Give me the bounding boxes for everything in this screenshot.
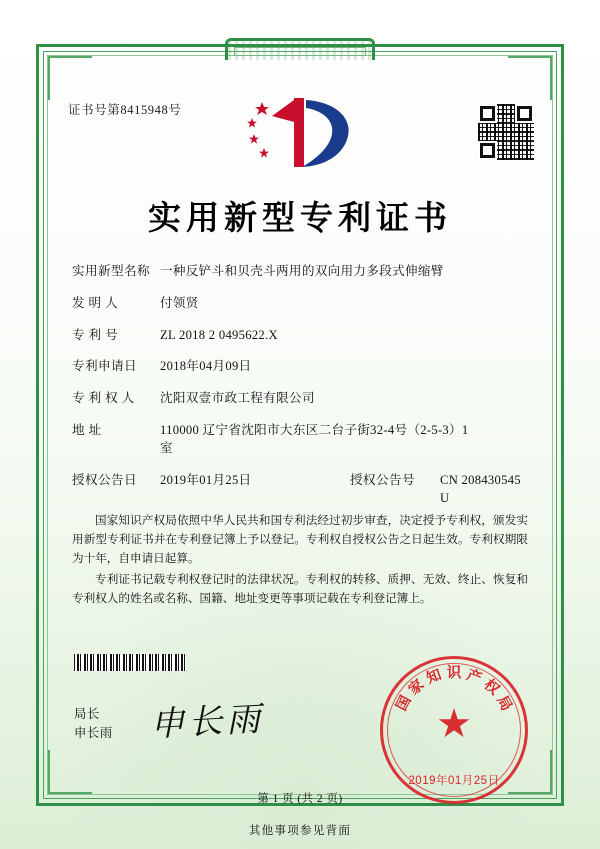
- seal-date: 2019年01月25日: [408, 775, 500, 787]
- qr-finder-bottom-left: [480, 143, 495, 158]
- field-label: 地 址: [72, 422, 102, 437]
- seal-ring-char: 权: [480, 676, 503, 699]
- back-side-note: 其他事项参见背面: [248, 824, 352, 837]
- barcode-icon: [74, 654, 186, 671]
- field-row-patentee: [72, 389, 532, 407]
- field-value: 付领贤: [160, 295, 199, 310]
- director-title-line1: 局长: [74, 707, 100, 721]
- qr-code-icon: [478, 104, 534, 160]
- seal-ring-char: 知: [424, 667, 444, 688]
- seal-emblem-icon: ★: [436, 701, 472, 747]
- field-value-line2: 室: [160, 441, 173, 455]
- field-row-application-date: [72, 357, 532, 375]
- legal-text: [72, 512, 528, 612]
- field-row-grant-publication: [72, 471, 532, 508]
- field-row-address: [72, 421, 532, 458]
- field-label: 专利申请日: [72, 359, 137, 374]
- director-title: [74, 705, 113, 743]
- corner-ornament-bottom-left: [48, 750, 92, 794]
- top-ornament: [225, 38, 375, 60]
- field-label: 专 利 号: [72, 327, 119, 342]
- corner-ornament-top-right: [508, 56, 552, 100]
- director-signature: 申长雨: [149, 701, 266, 744]
- seal-ring-char: 国: [393, 693, 415, 714]
- page-title: 实用新型专利证书: [148, 198, 452, 237]
- legal-paragraph-2: 专利证书记载专利权登记时的法律状况。专利权的转移、质押、无效、终止、恢复和专利权人的姓名或名称、国籍、地址变更等事项记载在专利登记簿上。: [72, 573, 528, 606]
- field-value: ZL 2018 2 0495622.X: [160, 327, 278, 342]
- field-value-wrapper: [160, 421, 532, 458]
- field-row-utility-model-name: [72, 262, 532, 280]
- field-label: 实用新型名称: [72, 264, 150, 278]
- field-value: 110000 辽宁省沈阳市大东区二台子街32-4号（2-5-3）1: [160, 422, 469, 437]
- field-value: 2018年04月09日: [160, 359, 252, 374]
- seal-ring-char: 家: [405, 676, 428, 699]
- seal-ring-char: 局: [493, 693, 515, 714]
- corner-ornament-top-left: [48, 56, 92, 100]
- cnipa-logo-icon: [244, 96, 356, 170]
- field-value: 2019年01月25日: [160, 472, 252, 487]
- field-value: 一种反铲斗和贝壳斗两用的双向用力多段式伸缩臂: [160, 264, 444, 278]
- page-number: 第 1 页 (共 2 页): [257, 793, 343, 805]
- seal-ring-char: 识: [446, 665, 462, 682]
- field-row-inventor: [72, 294, 532, 312]
- field-value-secondary: CN 208430545 U: [440, 472, 521, 505]
- legal-paragraph-1: 国家知识产权局依照中华人民共和国专利法经过初步审查，决定授予专利权，颁发实用新型专利证书并在专利登记簿上予以登记。专利权自授权公告之日起生效。专利权期限为十年，自申请日起算。: [72, 514, 528, 565]
- field-row-patent-number: [72, 326, 532, 344]
- field-label: 专 利 权 人: [72, 391, 135, 405]
- official-seal: [380, 656, 528, 804]
- field-label-secondary: 授权公告号: [350, 472, 415, 487]
- field-label: 发 明 人: [72, 295, 119, 310]
- field-label: 授权公告日: [72, 472, 137, 487]
- seal-ring-char: 产: [464, 667, 484, 688]
- director-title-line2: 申长雨: [74, 726, 113, 741]
- certificate-number: 证书号第8415948号: [68, 103, 182, 117]
- field-value: 沈阳双壹市政工程有限公司: [160, 391, 315, 405]
- certificate-fields: [72, 262, 532, 521]
